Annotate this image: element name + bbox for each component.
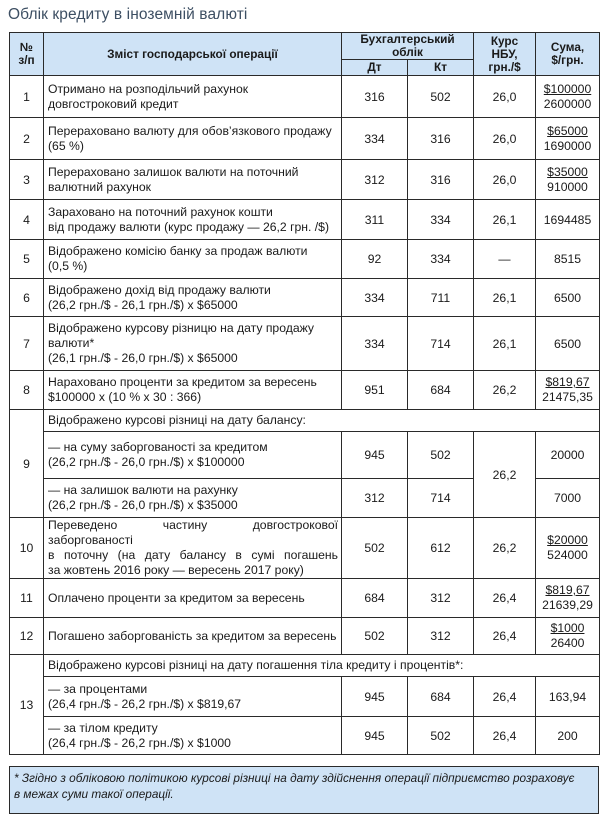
row-number: 12 [10, 618, 44, 655]
nbu-rate: 26,1 [474, 279, 536, 317]
amount-uah: 524000 [547, 548, 588, 562]
credit-account: 334 [408, 240, 474, 279]
credit-account: 316 [408, 118, 474, 160]
credit-account: 714 [408, 479, 474, 518]
amount-cell [536, 579, 600, 618]
row-number: 8 [10, 371, 44, 410]
table-row [10, 371, 600, 410]
nbu-rate: 26,1 [474, 317, 536, 371]
header-accounting: Бухгалтерський облік [342, 33, 474, 60]
table-body [10, 76, 600, 755]
row-number: 6 [10, 279, 44, 317]
operation-text: Перераховано валюту для обов’язкового продажу (65 %) [44, 118, 342, 160]
row-number: 4 [10, 200, 44, 240]
amount-cell: 6500 [536, 317, 600, 371]
credit-account: 316 [408, 160, 474, 200]
credit-account: 502 [408, 76, 474, 118]
header-rate: Курс НБУ, грн./$ [474, 33, 536, 76]
debit-account: 502 [342, 618, 408, 655]
header-dt: Дт [342, 60, 408, 76]
row-number: 10 [10, 518, 44, 579]
amount-cell [536, 118, 600, 160]
footnote: * Згідно з обліковою політикою курсові різниці на дату здійснення операції підприємство розраховує в межах суми такої операції. [14, 771, 575, 801]
amount-cell: 163,94 [536, 677, 600, 717]
table-row [10, 279, 600, 317]
group-heading: Відображено курсові різниці на дату балансу: [44, 410, 600, 432]
nbu-rate: 26,4 [474, 677, 536, 717]
credit-account: 334 [408, 200, 474, 240]
amount-cell [536, 76, 600, 118]
amount-cell: 8515 [536, 240, 600, 279]
amount-usd: $819,67 [545, 583, 590, 597]
row-number: 5 [10, 240, 44, 279]
operation-text: Перераховано залишок валюти на поточний валютний рахунок [44, 160, 342, 200]
amount-uah: 21475,35 [542, 390, 593, 404]
operation-text: — на залишок валюти на рахунку (26,2 грн./$ - 26,0 грн./$) х $35000 [44, 479, 342, 518]
debit-account: 334 [342, 118, 408, 160]
nbu-rate: 26,0 [474, 160, 536, 200]
table-row [10, 677, 600, 717]
table-row [10, 240, 600, 279]
table-row [10, 317, 600, 371]
table-row [10, 432, 600, 479]
amount-fraction [547, 165, 588, 195]
amount-usd: $65000 [547, 123, 588, 138]
debit-account: 316 [342, 76, 408, 118]
credit-account: 612 [408, 518, 474, 579]
credit-account: 502 [408, 432, 474, 479]
row-number: 7 [10, 317, 44, 371]
table-row [10, 518, 600, 579]
credit-account: 312 [408, 618, 474, 655]
operation-text: — за тілом кредиту (26,4 грн./$ - 26,2 грн./$) х $1000 [44, 717, 342, 755]
amount-usd: $100000 [543, 81, 592, 96]
amount-fraction [542, 375, 593, 405]
table-row [10, 118, 600, 160]
nbu-rate: — [474, 240, 536, 279]
amount-cell [536, 160, 600, 200]
amount-uah: 1690000 [543, 138, 592, 153]
debit-account: 945 [342, 677, 408, 717]
row-number: 11 [10, 579, 44, 618]
amount-fraction [544, 82, 591, 112]
amount-uah: 910000 [547, 179, 588, 194]
row-number: 3 [10, 160, 44, 200]
nbu-rate: 26,2 [474, 518, 536, 579]
amount-fraction [542, 583, 593, 613]
amount-uah: 2600000 [543, 96, 592, 111]
nbu-rate: 26,2 [474, 371, 536, 410]
table-row [10, 410, 600, 432]
operation-text: — на суму заборгованості за кредитом (26,2 грн./$ - 26,0 грн./$) х $100000 [44, 432, 342, 479]
amount-fraction [544, 124, 591, 154]
header-operation: Зміст господарської операції [44, 33, 342, 76]
credit-account: 684 [408, 371, 474, 410]
table-row [10, 160, 600, 200]
amount-usd: $35000 [547, 164, 588, 179]
nbu-rate: 26,4 [474, 579, 536, 618]
debit-account: 334 [342, 279, 408, 317]
amount-cell [536, 618, 600, 655]
debit-account: 311 [342, 200, 408, 240]
credit-account: 711 [408, 279, 474, 317]
debit-account: 334 [342, 317, 408, 371]
table-row [10, 655, 600, 677]
credit-table [9, 32, 600, 755]
nbu-rate: 26,2 [474, 432, 536, 518]
amount-usd: $20000 [547, 533, 588, 547]
operation-text: Зараховано на поточний рахунок кошти від продажу валюти (курс продажу — 26,2 грн. /$) [44, 200, 342, 240]
operation-text: Оплачено проценти за кредитом за вересень [44, 579, 342, 618]
table-row [10, 579, 600, 618]
operation-text: — за процентами (26,4 грн./$ - 26,2 грн./$) х $819,67 [44, 677, 342, 717]
header-kt: Кт [408, 60, 474, 76]
amount-cell: 1694485 [536, 200, 600, 240]
amount-uah: 26400 [550, 636, 585, 650]
nbu-rate: 26,0 [474, 76, 536, 118]
nbu-rate: 26,4 [474, 618, 536, 655]
amount-fraction [551, 621, 585, 651]
table-row [10, 618, 600, 655]
table-row [10, 717, 600, 755]
debit-account: 312 [342, 479, 408, 518]
operation-text: Відображено дохід від продажу валюти (26,2 грн./$ - 26,1 грн./$) х $65000 [44, 279, 342, 317]
nbu-rate: 26,4 [474, 717, 536, 755]
header-num: № з/п [10, 33, 44, 76]
nbu-rate: 26,0 [474, 118, 536, 160]
amount-uah: 21639,29 [542, 598, 593, 612]
operation-text: Нараховано проценти за кредитом за вересень $100000 х (10 % х 30 : 366) [44, 371, 342, 410]
table-row [10, 76, 600, 118]
debit-account: 684 [342, 579, 408, 618]
debit-account: 502 [342, 518, 408, 579]
amount-cell: 6500 [536, 279, 600, 317]
amount-cell: 7000 [536, 479, 600, 518]
operation-text: Отримано на розподільчий рахунок довгостроковий кредит [44, 76, 342, 118]
credit-account: 684 [408, 677, 474, 717]
nbu-rate: 26,1 [474, 200, 536, 240]
table-row [10, 200, 600, 240]
credit-account: 312 [408, 579, 474, 618]
debit-account: 945 [342, 717, 408, 755]
amount-usd: $819,67 [545, 375, 590, 389]
operation-text: Відображено курсову різницю на дату продажу валюти* (26,1 грн./$ - 26,0 грн./$) х $65000 [44, 317, 342, 371]
row-number: 1 [10, 76, 44, 118]
row-number: 13 [10, 655, 44, 755]
operation-text: Відображено комісію банку за продаж валюти (0,5 %) [44, 240, 342, 279]
amount-cell: 20000 [536, 432, 600, 479]
amount-usd: $1000 [550, 621, 585, 635]
group-heading: Відображено курсові різниці на дату погашення тіла кредиту і процентів*: [44, 655, 600, 677]
credit-account: 502 [408, 717, 474, 755]
amount-fraction [547, 533, 588, 563]
operation-text: Погашено заборгованість за кредитом за вересень [44, 618, 342, 655]
debit-account: 945 [342, 432, 408, 479]
header-amount: Сума, $/грн. [536, 33, 600, 76]
amount-cell [536, 371, 600, 410]
page-title: Облік кредиту в іноземній валюті [8, 6, 248, 23]
debit-account: 92 [342, 240, 408, 279]
amount-cell: 200 [536, 717, 600, 755]
amount-cell [536, 518, 600, 579]
credit-account: 714 [408, 317, 474, 371]
row-number: 2 [10, 118, 44, 160]
debit-account: 312 [342, 160, 408, 200]
debit-account: 951 [342, 371, 408, 410]
row-number: 9 [10, 410, 44, 518]
operation-text: Переведено частину довгострокової заборгованості в поточну (на дату балансу в сумі погашень за жовтень 2016 року — вересень 2017 року) [44, 518, 342, 579]
